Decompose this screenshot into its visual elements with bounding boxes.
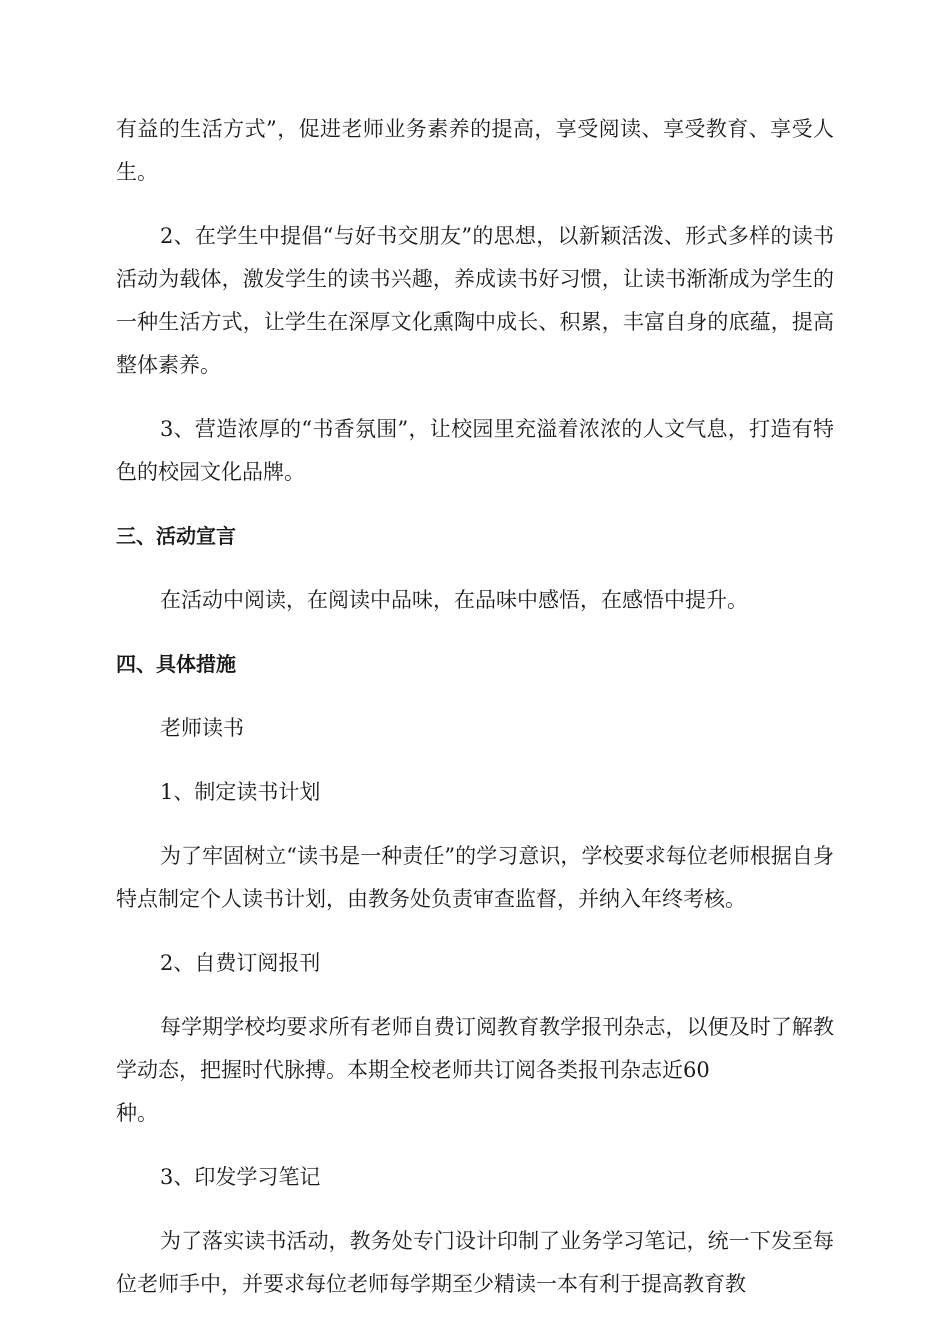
paragraph-declaration: 在活动中阅读，在阅读中品味，在品味中感悟，在感悟中提升。 xyxy=(160,588,748,612)
item-3-body: 为了落实读书活动，教务处专门设计印制了业务学习笔记，统一下发至每位老师手中，并要求每位老师每学期至少精读一本有利于提高教育教 xyxy=(116,1229,834,1296)
subheading-teacher-reading: 老师读书 xyxy=(160,716,244,740)
paragraph-goal-2: 2、在学生中提倡“与好书交朋友”的思想，以新颖活泼、形式多样的读书活动为载体，激发学生的读书兴趣，养成读书好习惯，让读书渐渐成为学生的一种生活方式，让学生在深厚文化熏陶中成长、积累，丰富自身的底蕴，提高整体素养。 xyxy=(116,224,834,377)
item-2-body-line-2: 种。 xyxy=(116,1101,158,1125)
document-page xyxy=(116,108,834,1306)
section-heading-activity-declaration: 三、活动宣言 xyxy=(116,524,236,548)
item-2-body-line-1: 每学期学校均要求所有老师自费订阅教育教学报刊杂志，以便及时了解教学动态，把握时代脉搏。本期全校老师共订阅各类报刊杂志近60 xyxy=(116,1015,834,1082)
paragraph-continuation: 有益的生活方式”，促进老师业务素养的提高，享受阅读、享受教育、享受人生。 xyxy=(116,117,834,184)
paragraph-goal-3: 3、营造浓厚的“书香氛围”，让校园里充溢着浓浓的人文气息，打造有特色的校园文化品牌。 xyxy=(116,417,834,484)
item-1-title: 1、制定读书计划 xyxy=(160,780,321,804)
item-1-body: 为了牢固树立“读书是一种责任”的学习意识，学校要求每位老师根据自身特点制定个人读书计划，由教务处负责审查监督，并纳入年终考核。 xyxy=(116,844,834,911)
item-3-title: 3、印发学习笔记 xyxy=(160,1165,321,1189)
item-2-body xyxy=(116,1006,834,1135)
section-heading-specific-measures: 四、具体措施 xyxy=(116,652,236,676)
item-2-title: 2、自费订阅报刊 xyxy=(160,951,321,975)
